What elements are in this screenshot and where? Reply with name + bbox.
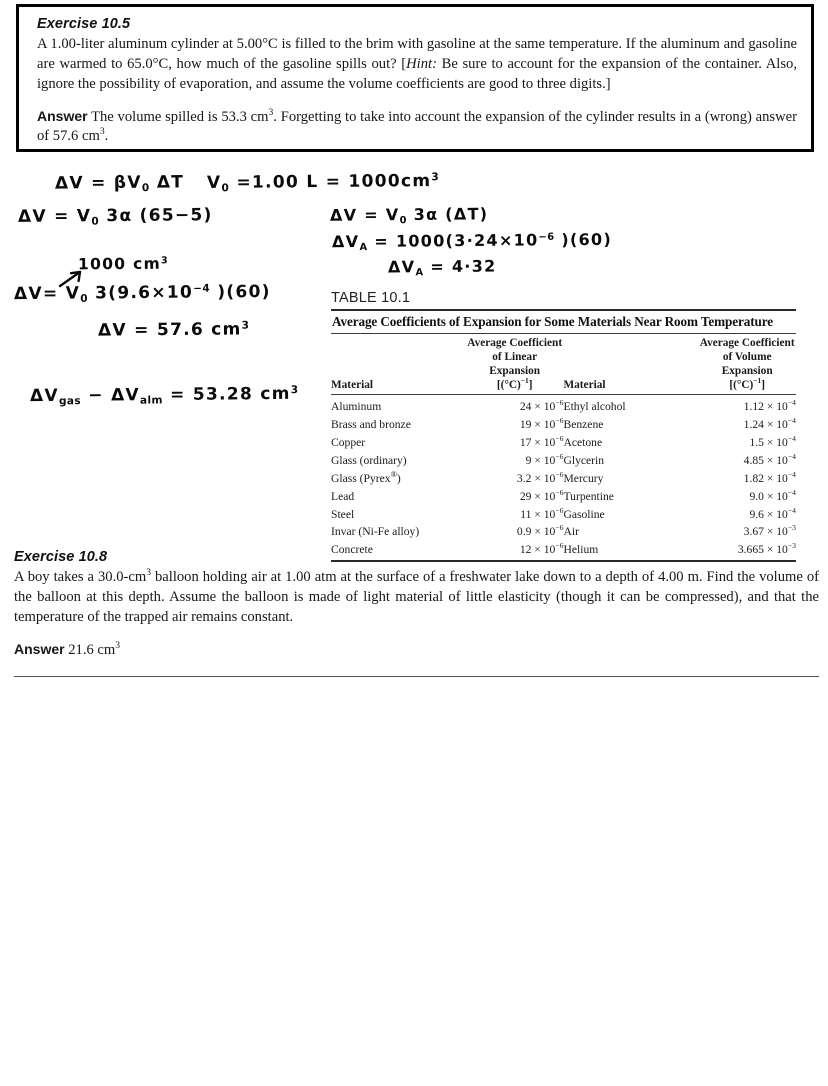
cell-material-left: Brass and bronze — [331, 417, 411, 431]
cell-linear-coefficient: $19 \times 10^{-6}$ — [519, 416, 564, 431]
cell-volume-coefficient: $1.24 \times 10^{-4}$ — [743, 416, 796, 431]
handwritten-right-line-2: $\Delta V = V_0$ 3α (ΔT) — [329, 204, 489, 227]
cell-material-right: Mercury — [563, 471, 604, 485]
exercise-10-5-answer — [37, 107, 797, 148]
header-volume-expansion — [698, 334, 796, 395]
cell-material-left: Lead — [331, 489, 355, 503]
exercise-10-8-block — [14, 548, 819, 660]
header-volume-line2: of Volume Expansion — [721, 350, 773, 377]
exercise-10-8-body: A boy takes a $30.0-cm^3$ balloon holding air at 1.00 atm at the surface of a freshwater lake down to a depth of 4.00 m. Find the volume of the balloon at this depth. Assume the balloon is made of light material of little elasticity (though it can be compressed), and that the temperature of the trapped air remains constant. — [14, 567, 819, 625]
cell-material-left: Glass (Pyrex®) — [331, 469, 401, 485]
cell-volume-coefficient: $3.67 \times 10^{-3}$ — [743, 523, 796, 539]
cell-linear-coefficient: $29 \times 10^{-6}$ — [519, 487, 564, 503]
exercise-10-5-box — [16, 4, 814, 152]
cell-material-right: Air — [563, 525, 579, 539]
header-volume-line3: $[(^\circ C)^{-1}]$ — [729, 376, 766, 392]
table-row — [331, 398, 796, 416]
coefficients-table-body — [331, 398, 796, 560]
header-material-right: Material — [563, 379, 606, 392]
cell-material-left: Steel — [331, 507, 355, 521]
cell-linear-coefficient: $3.2 \times 10^{-6}$ — [516, 469, 564, 485]
header-linear-line2: of Linear Expansion — [489, 350, 541, 377]
cell-material-left: Concrete — [331, 543, 373, 557]
handwritten-line-3: $\Delta V= V_0$ $3(9.6\times 10^{-4}$ )(60) — [13, 281, 271, 305]
cell-linear-coefficient: $24 \times 10^{-6}$ — [519, 398, 564, 414]
table-subtitle: Average Coefficients of Expansion for Some Materials Near Room Temperature — [332, 313, 774, 329]
exercise-10-8-title: Exercise 10.8 — [14, 549, 108, 565]
cell-material-left: Invar (Ni-Fe alloy) — [331, 525, 420, 539]
cell-volume-coefficient: $1.5 \times 10^{-4}$ — [749, 434, 796, 449]
cell-material-left: Aluminum — [331, 400, 382, 414]
header-material-left: Material — [331, 379, 374, 392]
cell-volume-coefficient: $3.665 \times 10^{-3}$ — [737, 541, 796, 557]
cell-volume-coefficient: $4.85 \times 10^{-4}$ — [743, 451, 796, 467]
cell-volume-coefficient: $9.6 \times 10^{-4}$ — [749, 505, 796, 521]
table-row — [331, 524, 796, 542]
cell-linear-coefficient: $11 \times 10^{-6}$ — [520, 505, 564, 521]
header-linear-line1: Average Coefficient — [467, 336, 563, 349]
table-row — [331, 434, 796, 452]
page-bottom-rule — [14, 676, 819, 677]
table-header-row — [331, 334, 796, 395]
exercise-10-5-body: A 1.00-liter aluminum cylinder at 5.00°C is filled to the brim with gasoline at the same temperature. If the aluminum and gasoline are warmed to 65.0°C, how much of the gasoline spills out? [Hint: Be sure to account for the expansion of the container. Also, ignore the possibility of evaporation, and assume the volume coefficients are good to three digits.] — [37, 36, 797, 92]
coefficients-table — [331, 334, 796, 565]
handwritten-line-1: $\Delta V = \beta V_0$ ΔT — [54, 172, 185, 195]
handwritten-line-2: $\Delta V = V_0$ 3α (65−5) — [17, 205, 213, 228]
cell-material-left: Glass (ordinary) — [331, 453, 407, 467]
handwritten-line-5: $\Delta V_{gas} - \Delta V_{alm} = 53.28$ $cm^3$ — [29, 383, 299, 408]
cell-material-right: Glycerin — [563, 453, 605, 467]
handwritten-right-line-4: $\Delta V_A = 4\cdot 32$ — [387, 256, 497, 279]
table-10-1 — [331, 290, 796, 565]
cell-material-right: Gasoline — [563, 507, 605, 521]
exercise-10-5-answer-text: The volume spilled is 53.3 $cm^3$. Forgetting to take into account the expansion of the cylinder results in a (wrong) answer of 57.6 $cm^3$. — [37, 106, 797, 145]
cell-material-right: Helium — [563, 543, 599, 557]
header-volume-line1: Average Coefficient — [699, 336, 795, 349]
cell-material-right: Turpentine — [563, 489, 614, 503]
cell-material-right: Acetone — [563, 435, 603, 449]
exercise-10-5-answer-label: Answer — [37, 107, 88, 124]
cell-material-right: Benzene — [563, 417, 604, 431]
cell-volume-coefficient: $1.82 \times 10^{-4}$ — [743, 469, 796, 485]
exercise-10-8-answer-label: Answer — [14, 640, 65, 657]
cell-volume-coefficient: $9.0 \times 10^{-4}$ — [749, 487, 796, 503]
cell-linear-coefficient: $12 \times 10^{-6}$ — [519, 541, 564, 557]
table-caption: TABLE 10.1 — [331, 290, 411, 306]
table-row — [331, 452, 796, 470]
cell-volume-coefficient: $1.12 \times 10^{-4}$ — [743, 398, 796, 414]
table-row — [331, 416, 796, 434]
cell-material-right: Ethyl alcohol — [563, 400, 626, 414]
table-row — [331, 488, 796, 506]
handwritten-line-4: ΔV = 57.6 $cm^3$ — [97, 319, 250, 341]
cell-linear-coefficient: $0.9 \times 10^{-6}$ — [516, 523, 564, 539]
exercise-10-8-answer — [14, 640, 819, 661]
handwritten-right-line-3: $\Delta V_A = 1000(3\cdot 24\times 10^{-6}$ )(60) — [331, 229, 613, 254]
handwritten-annotation-1000cm3: 1000 $cm^3$ — [77, 254, 169, 274]
header-linear-line3: $[(^\circ C)^{-1}]$ — [496, 376, 533, 392]
header-linear-expansion — [466, 334, 564, 395]
exercise-10-8-answer-text: 21.6 $cm^3$ — [68, 639, 121, 658]
cell-material-left: Copper — [331, 435, 366, 449]
table-row — [331, 506, 796, 524]
exercise-10-5-title: Exercise 10.5 — [37, 16, 131, 32]
handwritten-right-line-1: $V_0 =1.00$ $L = 1000cm^3$ — [206, 171, 440, 195]
cell-linear-coefficient: $9 \times 10^{-6}$ — [525, 451, 564, 467]
cell-linear-coefficient: $17 \times 10^{-6}$ — [519, 434, 564, 449]
table-row — [331, 470, 796, 488]
